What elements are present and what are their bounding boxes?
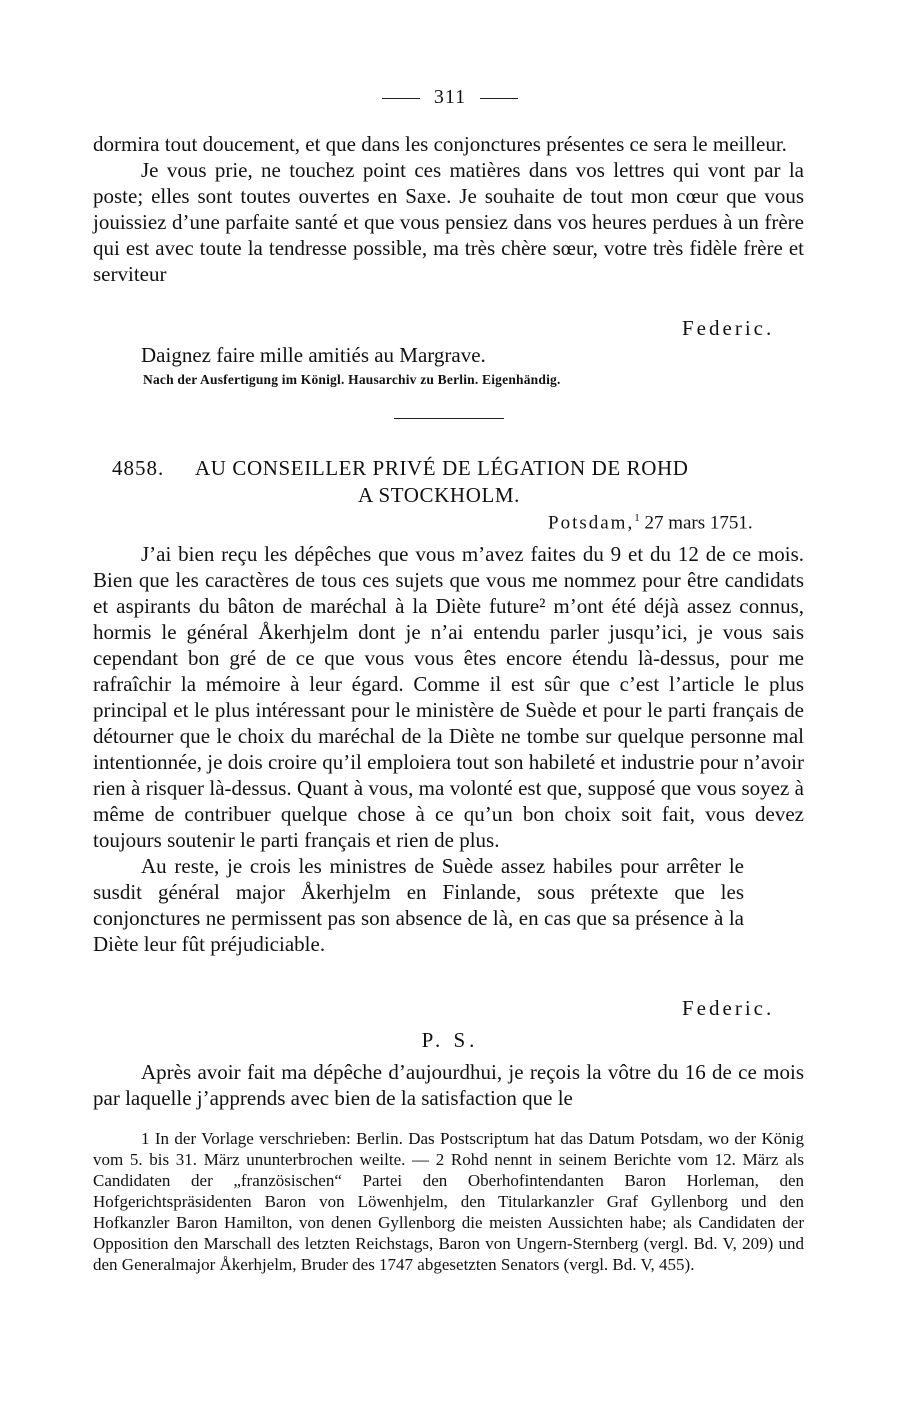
dateline	[548, 512, 753, 534]
footnote-text: 1 In der Vorlage verschrieben: Berlin. Das Postscriptum hat das Datum Potsdam, wo der König vom 5. bis 31. März ununterbrochen weilte. — 2 Rohd nennt in seinem Berichte vom 12. März als Candidaten der „französischen“ Partei den Oberhofintendanten Baron Horleman, den Hofgerichtspräsidenten Baron von Löwenhjelm, den Titularkanzler Graf Gyllenborg und den Hofkanzler Baron Hamilton, von denen Gyllenborg die meisten Aussichten habe; als Candidaten der Opposition den Marschall des letzten Reichstags, Baron von Ungern-Sternberg (vergl. Bd. V, 209) und den Generalmajor Åkerhjelm, Bruder des 1747 abgesetzten Senators (vergl. Bd. V, 455).	[93, 1129, 804, 1274]
dateline-place: Potsdam,	[548, 512, 635, 534]
letter1-para2: Je vous prie, ne touchez point ces matières dans vos lettres qui vont par la poste; elles sont toutes ouvertes en Saxe. Je souhaite de tout mon cœur que vous jouissiez d’une parfaite santé et que vous pensiez dans vos heures perdues à un frère qui est avec toute la tendresse possible, ma très chère sœur, votre très fidèle frère et serviteur	[93, 158, 804, 286]
letter1-signature: Federic.	[682, 316, 775, 340]
page-header	[0, 86, 900, 109]
letter2-para2: Au reste, je crois les ministres de Suède assez habiles pour arrêter le susdit général major Åkerhjelm en Finlande, sous prétexte que les conjonctures ne permissent pas son absence de là, en cas que sa présence à la Diète leur fût préjudiciable.	[93, 854, 744, 956]
letter2-body	[93, 541, 804, 957]
ps-text: Après avoir fait ma dépêche d’aujourdhui, je reçois la vôtre du 16 de ce mois par laquelle j’apprends avec bien de la satisfaction que le	[93, 1060, 804, 1110]
dateline-footnote-ref: 1	[634, 512, 640, 524]
source-note: Nach der Ausfertigung im Königl. Hausarchiv zu Berlin. Eigenhändig.	[143, 372, 561, 387]
letter2-signature: Federic.	[682, 996, 775, 1020]
letter2-para1: J’ai bien reçu les dépêches que vous m’avez faites du 9 et du 12 de ce mois. Bien que les caractères de tous ces sujets que vous me nommez pour être candidats et aspirants du bâton de maréchal à la Diète future² m’ont été déjà assez connus, hormis le général Åkerhjelm dont je n’ai entendu parler jusqu’ici, je vous sais cependant bon gré de ce que vous vous êtes encore étendu là-dessus, pour me rafraîchir la mémoire à leur égard. Comme il est sûr que c’est l’article le plus principal et le plus intéressant pour le ministère de Suède et pour le parti français de détourner que le choix du maréchal de la Diète ne tombe sur quelque personne mal intentionnée, je dois croire qu’il emploiera tout son habileté et industrie pour n’avoir rien à risquer là-dessus. Quant à vous, ma volonté est que, supposé que vous soyez à même de contribuer quelque chose à ce qu’un bon choix soit fait, vous devez toujours soutenir le parti français et rien de plus.	[93, 542, 804, 852]
ps-heading: P. S.	[421, 1028, 479, 1052]
section-divider	[394, 418, 504, 419]
letter1-para1: dormira tout doucement, et que dans les conjonctures présentes ce sera le meilleur.	[93, 132, 787, 156]
letter1-body	[93, 131, 804, 287]
page-number: 311	[433, 86, 467, 108]
letter-title-line1: AU CONSEILLER PRIVÉ DE LÉGATION DE ROHD	[195, 456, 689, 480]
dateline-date: 27 mars 1751.	[644, 512, 753, 534]
ps-body	[93, 1059, 804, 1111]
letter-number: 4858.	[112, 456, 165, 480]
header-dash-right	[480, 98, 518, 99]
footnotes	[93, 1128, 804, 1275]
header-dash-left	[382, 98, 420, 99]
letter-title-line2: A STOCKHOLM.	[358, 483, 521, 507]
letter1-postscript: Daignez faire mille amitiés au Margrave.	[141, 343, 486, 367]
